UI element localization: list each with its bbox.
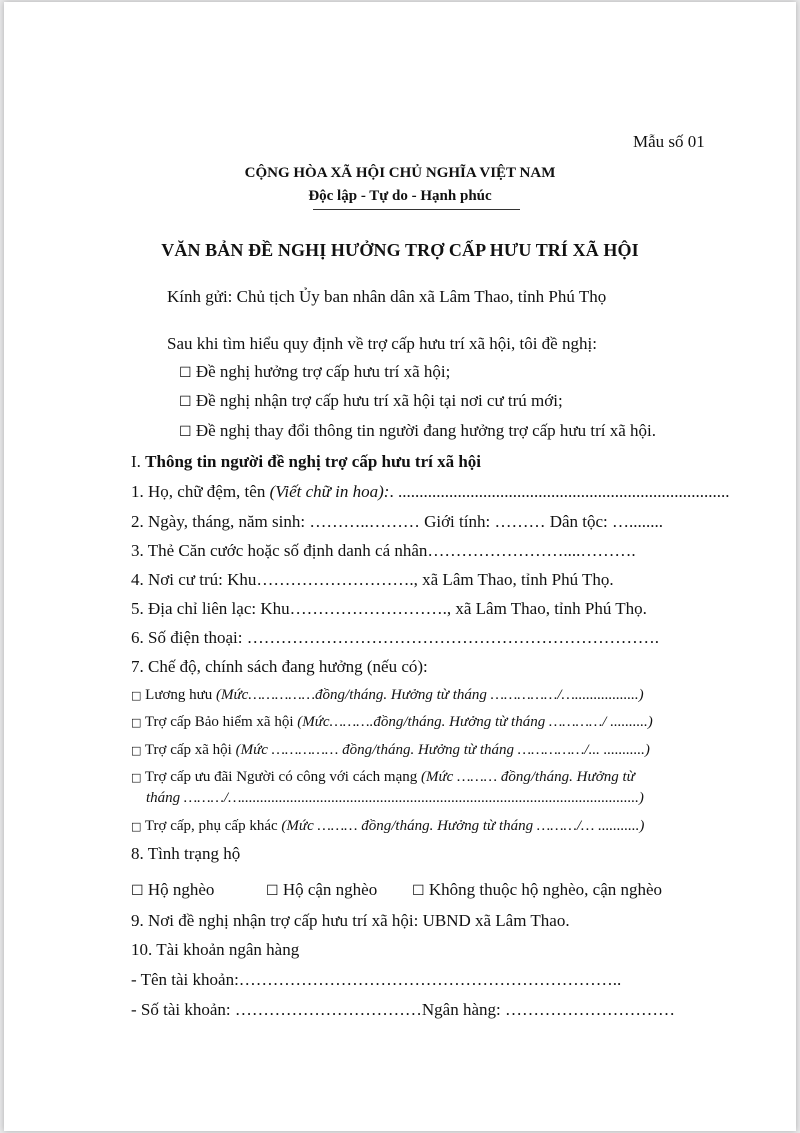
motto-underline xyxy=(313,209,520,210)
household-label: 8. Tình trạng hộ xyxy=(131,844,241,863)
section-title: Thông tin người đề nghị trợ cấp hưu trí xã hội xyxy=(145,452,482,471)
field-residence[interactable]: 4. Nơi cư trú: Khu………………………., xã Lâm Thao, tỉnh Phú Thọ. xyxy=(131,570,614,589)
benefit-label: Lương hưu xyxy=(145,687,217,703)
benefit-row-pension[interactable] xyxy=(131,687,644,704)
household-option-label: Không thuộc hộ nghèo, cận nghèo xyxy=(428,880,663,899)
field-payment-location: 9. Nơi đề nghị nhận trợ cấp hưu trí xã hội: UBND xã Lâm Thao. xyxy=(131,911,570,930)
field-label: 1. Họ, chữ đệm, tên xyxy=(131,482,270,501)
benefit-detail[interactable]: (Mức ……… đồng/tháng. Hưởng từ tháng ………/… ...........) xyxy=(281,818,645,834)
benefit-detail[interactable]: (Mức ……… đồng/tháng. Hưởng từ xyxy=(421,769,635,785)
benefit-detail[interactable]: (Mức …………… đồng/tháng. Hưởng từ tháng ……………/... ...........) xyxy=(235,742,650,758)
bank-label: 10. Tài khoản ngân hàng xyxy=(131,940,300,959)
field-full-name xyxy=(131,482,729,502)
benefit-label: Trợ cấp xã hội xyxy=(144,742,236,758)
household-option-poor[interactable] xyxy=(131,880,214,900)
checkbox-icon[interactable]: ☐ xyxy=(266,883,279,899)
benefit-row-social-insurance[interactable] xyxy=(131,714,653,731)
checkbox-icon[interactable]: □ xyxy=(131,820,142,833)
checkbox-icon[interactable]: ☐ xyxy=(179,424,192,440)
checkbox-icon[interactable]: □ xyxy=(131,716,142,729)
household-option-none[interactable] xyxy=(412,880,662,900)
benefit-detail[interactable]: (Mức……….đồng/tháng. Hưởng từ tháng …………/ ..........) xyxy=(297,714,653,730)
benefit-row-social-allowance[interactable] xyxy=(131,742,650,759)
field-account-number[interactable]: - Số tài khoản: ……………………………Ngân hàng: ………………………… xyxy=(131,1000,675,1019)
section-heading xyxy=(131,452,481,472)
request-option-label: Đề nghị hưởng trợ cấp hưu trí xã hội; xyxy=(195,362,451,381)
section-number: I. xyxy=(131,452,141,471)
intro-line: Sau khi tìm hiểu quy định về trợ cấp hưu trí xã hội, tôi đề nghị: xyxy=(167,334,597,353)
field-contact-address[interactable]: 5. Địa chỉ liên lạc: Khu………………………., xã Lâm Thao, tỉnh Phú Thọ. xyxy=(131,599,647,618)
benefit-label: Trợ cấp, phụ cấp khác xyxy=(144,818,282,834)
field-phone[interactable]: 6. Số điện thoại: ………………………………………………………………. xyxy=(131,628,659,647)
field-birth-gender-ethnicity[interactable]: 2. Ngày, tháng, năm sinh: ………..……… Giới tính: ……… Dân tộc: …........ xyxy=(131,512,664,531)
request-option-2[interactable] xyxy=(179,391,563,411)
benefit-label: Trợ cấp Bảo hiểm xã hội xyxy=(144,714,298,730)
field-current-benefits: 7. Chế độ, chính sách đang hưởng (nếu có): xyxy=(131,657,428,676)
benefit-row-other[interactable] xyxy=(131,818,644,835)
household-option-label: Hộ cận nghèo xyxy=(282,880,378,899)
checkbox-icon[interactable]: ☐ xyxy=(412,883,425,899)
checkbox-icon[interactable]: □ xyxy=(131,771,142,784)
checkbox-icon[interactable]: □ xyxy=(131,689,142,702)
request-option-label: Đề nghị nhận trợ cấp hưu trí xã hội tại nơi cư trú mới; xyxy=(195,391,563,410)
motto: Độc lập - Tự do - Hạnh phúc xyxy=(308,188,492,204)
nation-name: CỘNG HÒA XÃ HỘI CHỦ NGHĨA VIỆT NAM xyxy=(244,165,556,181)
field-account-name[interactable]: - Tên tài khoản:………………………………………………………….. xyxy=(131,970,622,989)
checkbox-icon[interactable]: ☐ xyxy=(131,883,144,899)
request-option-label: Đề nghị thay đổi thông tin người đang hưởng trợ cấp hưu trí xã hội. xyxy=(195,421,656,440)
request-option-3[interactable] xyxy=(179,421,656,441)
field-blank[interactable]: . .............................................................................. xyxy=(389,482,730,501)
field-hint: (Viết chữ in hoa): xyxy=(269,482,390,501)
form-number: Mẫu số 01 xyxy=(633,132,705,151)
field-id-card[interactable]: 3. Thẻ Căn cước hoặc số định danh cá nhân……………………....………. xyxy=(131,541,636,560)
benefit-label: Trợ cấp ưu đãi Người có công với cách mạng xyxy=(144,769,421,785)
document-title: VĂN BẢN ĐỀ NGHỊ HƯỞNG TRỢ CẤP HƯU TRÍ XÃ HỘI xyxy=(161,240,639,260)
checkbox-icon[interactable]: ☐ xyxy=(179,394,192,410)
benefit-row-merit[interactable] xyxy=(131,769,635,786)
document-page xyxy=(4,2,796,1131)
checkbox-icon[interactable]: ☐ xyxy=(179,365,192,381)
checkbox-icon[interactable]: □ xyxy=(131,744,142,757)
request-option-1[interactable] xyxy=(179,362,450,382)
household-option-near-poor[interactable] xyxy=(266,880,377,900)
benefit-row-merit-continued[interactable]: tháng ………/…..........................................................................................................) xyxy=(146,790,644,806)
benefit-detail[interactable]: (Mức……………đồng/tháng. Hưởng từ tháng ……………/….................) xyxy=(216,687,644,703)
recipient-line: Kính gửi: Chủ tịch Ủy ban nhân dân xã Lâm Thao, tỉnh Phú Thọ xyxy=(167,287,607,306)
household-option-label: Hộ nghèo xyxy=(147,880,215,899)
